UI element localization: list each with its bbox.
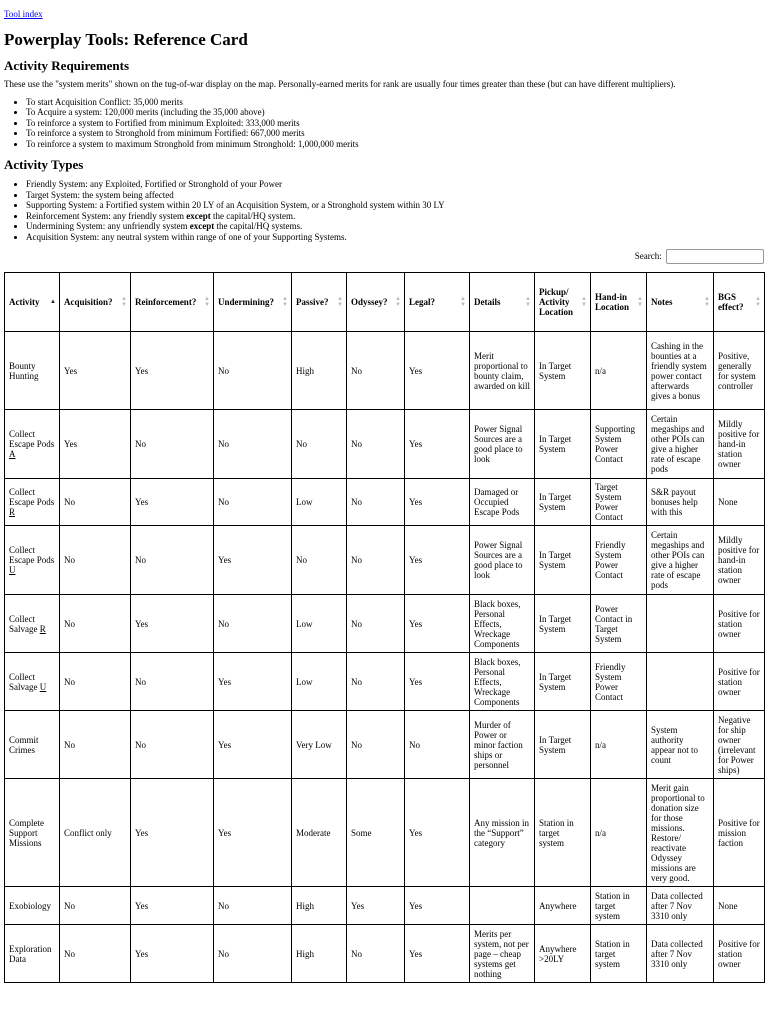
cell-legal: Yes: [405, 526, 470, 595]
cell-pickup-activity-location: In Target System: [535, 332, 591, 410]
type-item-emphasis: except: [189, 221, 215, 232]
cell-legal: Yes: [405, 595, 470, 653]
cell-details: [470, 887, 535, 925]
cell-notes: Certain megaships and other POIs can give a higher rate of escape pods: [647, 410, 714, 479]
cell-details: Murder of Power or minor faction ships or personnel: [470, 711, 535, 779]
activity-name: Collect Escape Pods: [9, 545, 55, 566]
requirement-item: • To reinforce a system to Fortified from minimum Exploited: 333,000 merits: [26, 118, 764, 129]
sort-arrows-icon: ▲ ▼: [282, 296, 288, 309]
activity-tag: R: [39, 623, 46, 634]
cell-hand-in-location: n/a: [591, 332, 647, 410]
requirements-heading: Activity Requirements: [4, 57, 130, 73]
column-header-acquisition[interactable]: Acquisition? ▲ ▼: [60, 273, 131, 332]
search-label: Search:: [634, 251, 662, 262]
cell-acquisition: Conflict only: [60, 779, 131, 887]
type-item: • Acquisition System: any neutral system within range of one of your Supporting Systems.: [26, 232, 764, 243]
cell-passive: High: [292, 925, 347, 983]
cell-acquisition: Yes: [60, 410, 131, 479]
cell-undermining: Yes: [214, 779, 292, 887]
activity-name: Exobiology: [9, 900, 51, 911]
cell-passive: High: [292, 332, 347, 410]
cell-legal: Yes: [405, 332, 470, 410]
page-title: Powerplay Tools: Reference Card: [4, 30, 248, 49]
cell-bgs-effect: Mildly positive for hand-in station owner: [714, 526, 765, 595]
cell-acquisition: No: [60, 925, 131, 983]
sort-arrows-icon: ▲ ▼: [525, 296, 531, 309]
cell-details: Black boxes, Personal Effects, Wreckage Components: [470, 653, 535, 711]
cell-notes: [647, 595, 714, 653]
cell-bgs-effect: None: [714, 887, 765, 925]
column-header-notes[interactable]: Notes ▲ ▼: [647, 273, 714, 332]
table-row: [5, 595, 765, 653]
requirement-item: • To reinforce a system to maximum Stronghold from minimum Stronghold: 1,000,000 merits: [26, 139, 764, 150]
cell-odyssey: No: [347, 925, 405, 983]
cell-bgs-effect: Positive for station owner: [714, 595, 765, 653]
cell-acquisition: Yes: [60, 332, 131, 410]
sort-arrows-icon: ▲ ▼: [460, 296, 466, 309]
activity-table: [4, 272, 765, 983]
column-header-reinforcement[interactable]: Reinforcement? ▲ ▼: [131, 273, 214, 332]
cell-hand-in-location: Friendly System Power Contact: [591, 526, 647, 595]
cell-notes: Data collected after 7 Nov 3310 only: [647, 887, 714, 925]
table-header-row: [5, 273, 765, 332]
tool-index-link[interactable]: Tool index: [4, 9, 43, 19]
cell-pickup-activity-location: Anywhere >20LY: [535, 925, 591, 983]
sort-arrows-icon: ▲ ▼: [755, 296, 761, 309]
cell-reinforcement: Yes: [131, 332, 214, 410]
cell-odyssey: No: [347, 332, 405, 410]
cell-passive: No: [292, 526, 347, 595]
cell-hand-in-location: Supporting System Power Contact: [591, 410, 647, 479]
type-item: • Supporting System: a Fortified system within 20 LY of an Acquisition System, or a Stronghold system within 30 LY: [26, 200, 764, 211]
sort-arrows-icon: ▲ ▼: [637, 296, 643, 309]
activity-cell: [5, 526, 60, 595]
cell-legal: Yes: [405, 410, 470, 479]
activity-cell: [5, 479, 60, 526]
cell-legal: Yes: [405, 779, 470, 887]
column-header-undermining[interactable]: Undermining? ▲ ▼: [214, 273, 292, 332]
cell-acquisition: No: [60, 526, 131, 595]
cell-notes: Cashing in the bounties at a friendly system power contact afterwards gives a bonus: [647, 332, 714, 410]
requirements-list: [4, 97, 764, 150]
cell-notes: S&R payout bonuses help with this: [647, 479, 714, 526]
cell-passive: High: [292, 887, 347, 925]
cell-details: Power Signal Sources are a good place to look: [470, 526, 535, 595]
cell-reinforcement: No: [131, 653, 214, 711]
cell-bgs-effect: Mildly positive for hand-in station owner: [714, 410, 765, 479]
cell-undermining: No: [214, 479, 292, 526]
type-item: [26, 221, 764, 232]
cell-reinforcement: Yes: [131, 779, 214, 887]
cell-pickup-activity-location: In Target System: [535, 595, 591, 653]
cell-odyssey: No: [347, 595, 405, 653]
requirement-item: • To Acquire a system: 120,000 merits (including the 35,000 above): [26, 107, 764, 118]
sort-arrows-icon: ▲ ▼: [581, 296, 587, 309]
activity-cell: [5, 595, 60, 653]
cell-passive: Very Low: [292, 711, 347, 779]
cell-hand-in-location: Target System Power Contact: [591, 479, 647, 526]
type-item-emphasis: except: [186, 210, 211, 221]
column-header-legal[interactable]: Legal? ▲ ▼: [405, 273, 470, 332]
cell-passive: Low: [292, 595, 347, 653]
table-row: [5, 526, 765, 595]
cell-notes: Certain megaships and other POIs can give a higher rate of escape pods: [647, 526, 714, 595]
cell-pickup-activity-location: In Target System: [535, 526, 591, 595]
column-header-passive[interactable]: Passive? ▲ ▼: [292, 273, 347, 332]
column-header-activity[interactable]: Activity ▲: [5, 273, 60, 332]
cell-undermining: No: [214, 410, 292, 479]
cell-bgs-effect: Positive for station owner: [714, 925, 765, 983]
cell-odyssey: Yes: [347, 887, 405, 925]
table-row: [5, 711, 765, 779]
cell-acquisition: No: [60, 887, 131, 925]
search-row: [4, 248, 764, 264]
activity-cell: [5, 925, 60, 983]
activity-name: Commit Crimes: [9, 734, 39, 755]
table-row: [5, 479, 765, 526]
cell-undermining: Yes: [214, 526, 292, 595]
activity-tag: R: [9, 507, 16, 518]
cell-passive: No: [292, 410, 347, 479]
activity-name: Collect Escape Pods: [9, 429, 55, 450]
cell-pickup-activity-location: Station in target system: [535, 779, 591, 887]
cell-legal: No: [405, 711, 470, 779]
cell-bgs-effect: Negative for ship owner (irrelevant for Power ships): [714, 711, 765, 779]
column-header-pickup-activity-location[interactable]: Pickup/ Activity Location ▲ ▼: [535, 273, 591, 332]
cell-undermining: Yes: [214, 711, 292, 779]
type-item: [26, 211, 764, 222]
cell-hand-in-location: Station in target system: [591, 887, 647, 925]
type-item-text: the capital/HQ systems.: [214, 221, 303, 232]
table-row: [5, 887, 765, 925]
type-item-text: the capital/HQ system.: [210, 210, 296, 221]
cell-acquisition: No: [60, 711, 131, 779]
table-row: [5, 779, 765, 887]
search-input[interactable]: [666, 249, 764, 264]
sort-arrows-icon: ▲ ▼: [121, 296, 127, 309]
sort-arrows-icon: ▲ ▼: [204, 296, 210, 309]
cell-reinforcement: Yes: [131, 595, 214, 653]
cell-bgs-effect: Positive for mission faction: [714, 779, 765, 887]
activity-name: Bounty Hunting: [9, 360, 39, 381]
cell-pickup-activity-location: Anywhere: [535, 887, 591, 925]
cell-pickup-activity-location: In Target System: [535, 653, 591, 711]
cell-pickup-activity-location: In Target System: [535, 711, 591, 779]
cell-odyssey: No: [347, 410, 405, 479]
table-body: [5, 332, 765, 983]
activity-name: Collect Salvage: [9, 613, 38, 634]
cell-pickup-activity-location: In Target System: [535, 410, 591, 479]
table-row: [5, 925, 765, 983]
column-header-bgs-effect[interactable]: BGS effect? ▲ ▼: [714, 273, 765, 332]
cell-reinforcement: Yes: [131, 925, 214, 983]
sort-arrows-icon: ▲ ▼: [704, 296, 710, 309]
cell-reinforcement: Yes: [131, 887, 214, 925]
activity-name: Exploration Data: [9, 943, 52, 964]
sort-arrows-icon: ▲ ▼: [337, 296, 343, 309]
type-item-text: Undermining System: any unfriendly system: [26, 221, 190, 232]
requirements-intro: These use the "system merits" shown on the tug-of-war display on the map. Personally-earned merits for rank are usually four times greater than these (but can have different multipliers).: [4, 79, 676, 90]
column-header-details[interactable]: Details ▲ ▼: [470, 273, 535, 332]
activity-tag: U: [9, 565, 16, 576]
cell-reinforcement: No: [131, 526, 214, 595]
cell-passive: Low: [292, 653, 347, 711]
cell-undermining: No: [214, 887, 292, 925]
cell-legal: Yes: [405, 925, 470, 983]
activity-tag: A: [9, 449, 16, 460]
cell-bgs-effect: Positive for station owner: [714, 653, 765, 711]
table-row: [5, 410, 765, 479]
cell-hand-in-location: Friendly System Power Contact: [591, 653, 647, 711]
cell-undermining: No: [214, 925, 292, 983]
column-header-hand-in-location[interactable]: Hand-in Location ▲ ▼: [591, 273, 647, 332]
activity-cell: [5, 332, 60, 410]
cell-hand-in-location: n/a: [591, 711, 647, 779]
types-list: [4, 179, 764, 242]
activity-cell: [5, 410, 60, 479]
cell-odyssey: No: [347, 653, 405, 711]
cell-notes: Merit gain proportional to donation size for those missions. Restore/ reactivate Odyssey missions are very good.: [647, 779, 714, 887]
cell-notes: Data collected after 7 Nov 3310 only: [647, 925, 714, 983]
activity-tag: U: [39, 681, 47, 692]
cell-reinforcement: No: [131, 711, 214, 779]
type-item-text: Reinforcement System: any friendly system: [26, 210, 187, 221]
cell-details: Black boxes, Personal Effects, Wreckage Components: [470, 595, 535, 653]
sort-arrows-icon: ▲ ▼: [395, 296, 401, 309]
cell-undermining: No: [214, 595, 292, 653]
cell-odyssey: No: [347, 479, 405, 526]
types-heading: Activity Types: [4, 157, 84, 173]
type-item: • Friendly System: any Exploited, Fortified or Stronghold of your Power: [26, 179, 764, 190]
cell-hand-in-location: Station in target system: [591, 925, 647, 983]
activity-cell: [5, 711, 60, 779]
cell-legal: Yes: [405, 479, 470, 526]
cell-hand-in-location: Power Contact in Target System: [591, 595, 647, 653]
table-row: [5, 332, 765, 410]
cell-undermining: No: [214, 332, 292, 410]
table-row: [5, 653, 765, 711]
cell-details: Merits per system, not per page – cheap systems get nothing: [470, 925, 535, 983]
column-header-odyssey[interactable]: Odyssey? ▲ ▼: [347, 273, 405, 332]
activity-name: Collect Escape Pods: [9, 487, 55, 508]
cell-details: Any mission in the “Support” category: [470, 779, 535, 887]
activity-cell: [5, 779, 60, 887]
activity-name: Complete Support Missions: [9, 817, 44, 848]
cell-details: Merit proportional to bounty claim, awarded on kill: [470, 332, 535, 410]
cell-notes: System authority appear not to count: [647, 711, 714, 779]
cell-passive: Low: [292, 479, 347, 526]
sort-arrows-icon: ▲: [50, 299, 56, 306]
activity-cell: [5, 653, 60, 711]
cell-notes: [647, 653, 714, 711]
activity-name: Collect Salvage: [9, 671, 38, 692]
cell-pickup-activity-location: In Target System: [535, 479, 591, 526]
cell-odyssey: No: [347, 526, 405, 595]
cell-reinforcement: No: [131, 410, 214, 479]
cell-acquisition: No: [60, 595, 131, 653]
type-item: • Target System: the system being affected: [26, 190, 764, 201]
cell-details: Power Signal Sources are a good place to look: [470, 410, 535, 479]
requirement-item: • To reinforce a system to Stronghold from minimum Fortified: 667,000 merits: [26, 128, 764, 139]
cell-passive: Moderate: [292, 779, 347, 887]
cell-acquisition: No: [60, 653, 131, 711]
cell-bgs-effect: None: [714, 479, 765, 526]
requirement-item: • To start Acquisition Conflict: 35,000 merits: [26, 97, 764, 108]
cell-legal: Yes: [405, 887, 470, 925]
cell-bgs-effect: Positive, generally for system controller: [714, 332, 765, 410]
cell-undermining: Yes: [214, 653, 292, 711]
cell-acquisition: No: [60, 479, 131, 526]
cell-legal: Yes: [405, 653, 470, 711]
cell-odyssey: Some: [347, 779, 405, 887]
cell-details: Damaged or Occupied Escape Pods: [470, 479, 535, 526]
cell-odyssey: No: [347, 711, 405, 779]
cell-hand-in-location: n/a: [591, 779, 647, 887]
activity-cell: [5, 887, 60, 925]
cell-reinforcement: Yes: [131, 479, 214, 526]
